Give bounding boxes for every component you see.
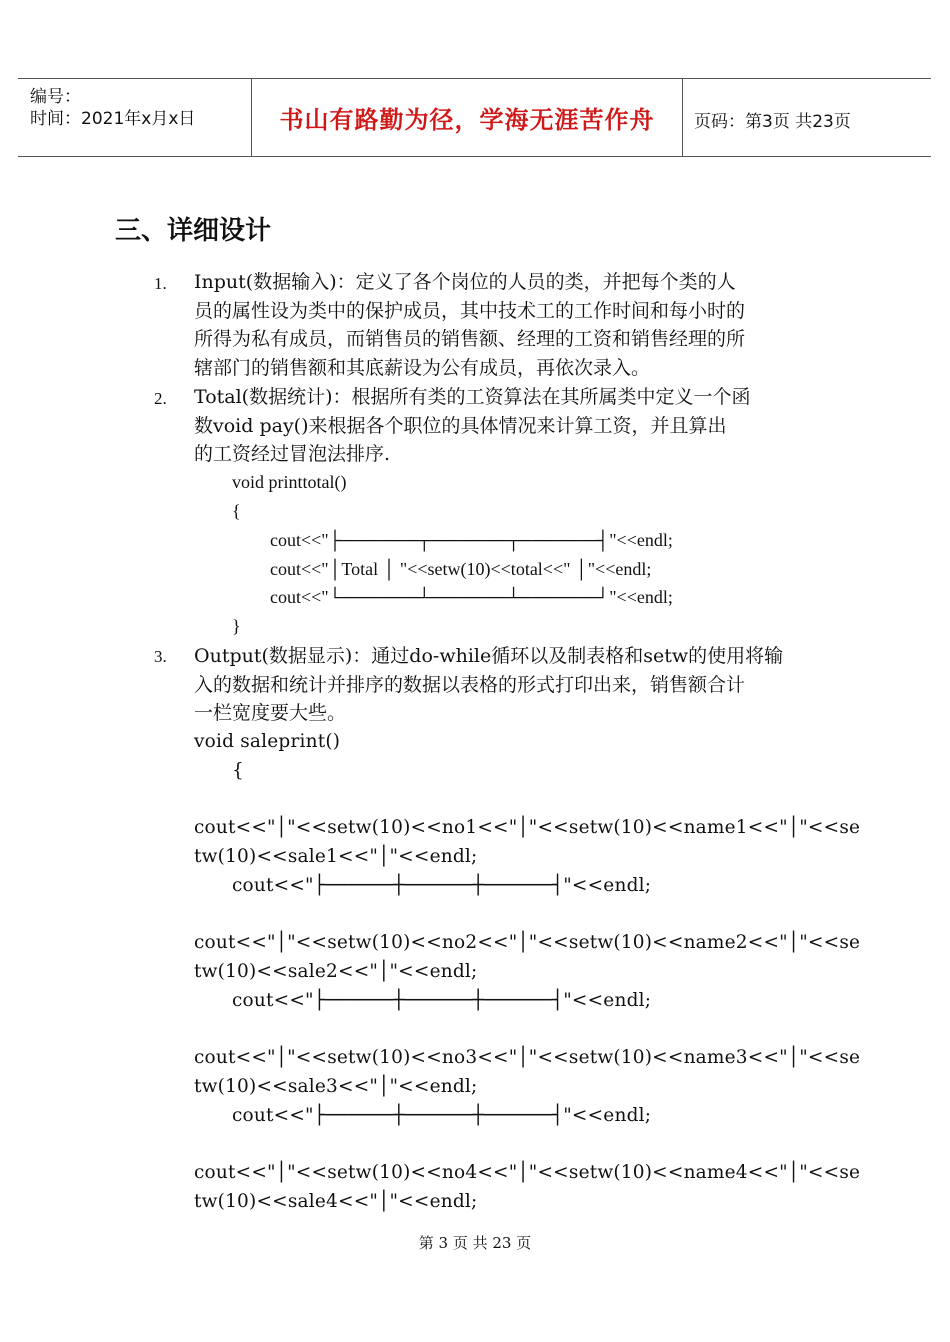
text-line: 辖部门的销售额和其底薪设为公有成员，再依次录入。 [194, 356, 651, 379]
header-motto: 书山有路勤为径，学海无涯苦作舟 [279, 106, 655, 134]
code-line: tw(10)<<sale2<<"│"<<endl; [194, 961, 478, 982]
header-bottom-rule [18, 156, 931, 157]
text-line: 的工资经过冒泡法排序. [194, 443, 391, 466]
section-title: 三、详细设计 [115, 216, 272, 246]
list-item-text [194, 383, 751, 469]
document-time-label: 时间：2021年x月x日 [30, 109, 196, 129]
text-line: 员的属性设为类中的保护成员，其中技术工的工作时间和每小时的 [194, 299, 746, 322]
text-line: Input(数据输入)：定义了各个岗位的人员的类，并把每个类的人 [194, 271, 736, 293]
code-line: tw(10)<<sale1<<"│"<<endl; [194, 846, 478, 867]
list-number: 3. [154, 647, 167, 666]
text-line: Total(数据统计)：根据所有类的工资算法在其所属类中定义一个函 [194, 386, 751, 408]
list-number: 1. [154, 274, 167, 293]
code-line: { [232, 760, 244, 781]
code-line: cout<<"├──────┬──────┬──────┤"<<endl; [270, 530, 673, 550]
header-top-rule [18, 78, 931, 79]
list-item-text [194, 268, 745, 382]
document-number-label: 编号： [30, 87, 81, 107]
code-line: cout<<"│"<<setw(10)<<no2<<"│"<<setw(10)<<name2<<"│"<<se [194, 932, 861, 953]
text-line: 入的数据和统计并排序的数据以表格的形式打印出来，销售额合计 [194, 673, 746, 696]
list-item-text [194, 642, 783, 728]
text-line: Output(数据显示)：通过do-while循环以及制表格和setw的使用将输 [194, 645, 784, 667]
code-line: cout<<"│"<<setw(10)<<no3<<"│"<<setw(10)<<name3<<"│"<<se [194, 1047, 861, 1068]
code-line: cout<<"│"<<setw(10)<<no1<<"│"<<setw(10)<<name1<<"│"<<se [194, 817, 861, 838]
code-line: void saleprint() [194, 731, 341, 752]
text-line: 数void pay()来根据各个职位的具体情况来计算工资，并且算出 [194, 414, 727, 437]
code-line: void printtotal() [232, 472, 347, 492]
text-line: 所得为私有成员，而销售员的销售额、经理的工资和销售经理的所 [194, 328, 746, 351]
code-line: cout<<"│Total │ "<<setw(10)<<total<<" │"<<endl; [270, 559, 652, 579]
code-line: cout<<"│"<<setw(10)<<no4<<"│"<<setw(10)<<name4<<"│"<<se [194, 1162, 861, 1183]
code-line: cout<<"└──────┴──────┴──────┘"<<endl; [270, 587, 673, 607]
code-line: } [232, 616, 241, 636]
page-footer: 第 3 页 共 23 页 [418, 1234, 532, 1252]
code-line: tw(10)<<sale4<<"│"<<endl; [194, 1191, 478, 1212]
code-line: cout<<"├──────┼──────┼──────┤"<<endl; [232, 875, 652, 896]
text-line: 一栏宽度要大些。 [194, 702, 347, 725]
code-line: tw(10)<<sale3<<"│"<<endl; [194, 1076, 478, 1097]
list-number: 2. [154, 389, 167, 408]
header-page-info: 页码：第3页 共23页 [694, 112, 851, 132]
code-line: { [232, 501, 241, 521]
code-line: cout<<"├──────┼──────┼──────┤"<<endl; [232, 1105, 652, 1126]
header-divider-2 [682, 78, 683, 157]
code-line: cout<<"├──────┼──────┼──────┤"<<endl; [232, 990, 652, 1011]
